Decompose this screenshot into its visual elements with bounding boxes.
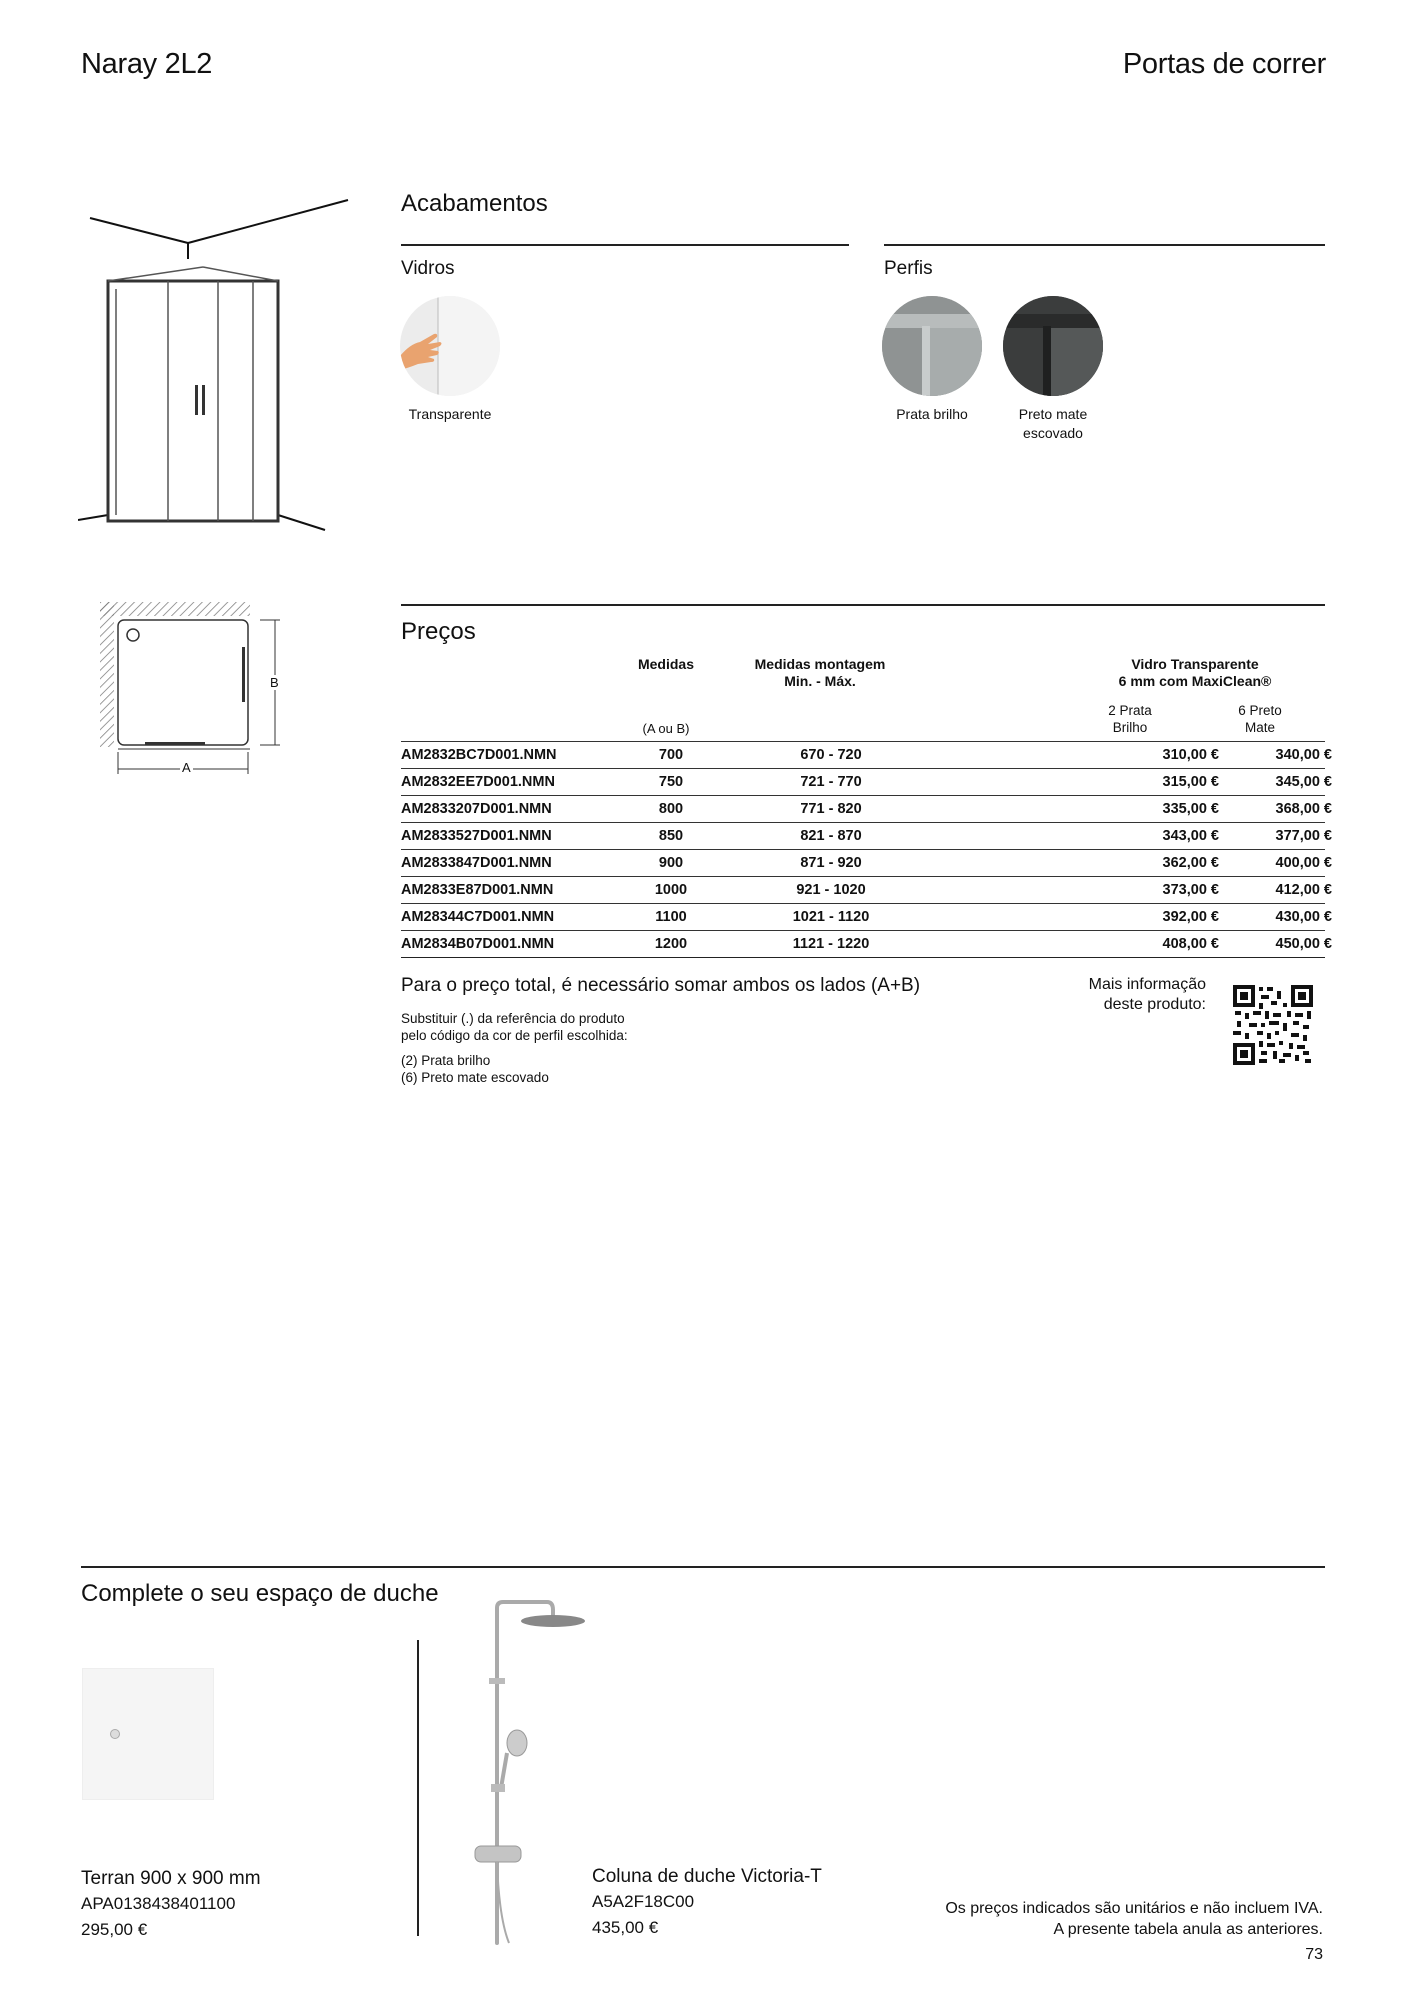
swatch-label: Preto mate escovado <box>1018 406 1088 441</box>
shower-enclosure-illustration <box>78 195 358 535</box>
product-code: A5A2F18C00 <box>592 1892 695 1911</box>
cell-medida: 850 <box>658 828 684 844</box>
drain-icon <box>110 1729 120 1739</box>
cell-price-prata: 310,00 € <box>1162 747 1219 763</box>
swatch-label: Prata brilho <box>896 406 968 422</box>
product-name: Coluna de duche Victoria-T <box>592 1866 822 1887</box>
cell-montagem: 670 - 720 <box>800 747 862 763</box>
substitute-note: Substituir (.) da referência do produto pelo código da cor de perfil escolhida: (2) Prata brilho (6) Preto mate escovado <box>401 1011 628 1085</box>
cell-montagem: 721 - 770 <box>800 774 862 790</box>
divider <box>81 1566 1325 1568</box>
table-row <box>401 876 1332 903</box>
cell-medida: 800 <box>658 801 684 817</box>
cell-price-preto: 377,00 € <box>1275 828 1332 844</box>
cell-reference: AM2833E87D001.NMN <box>401 882 554 898</box>
cell-price-preto: 368,00 € <box>1275 801 1332 817</box>
table-row <box>401 741 1332 768</box>
col-header-montagem: Medidas montagem Min. - Máx. <box>754 656 886 689</box>
cell-reference: AM2833527D001.NMN <box>401 828 552 844</box>
total-note: Para o preço total, é necessário somar ambos os lados (A+B) <box>401 975 921 996</box>
col-header-p2: 2 Prata Brilho <box>1108 703 1152 735</box>
cell-montagem: 771 - 820 <box>800 801 862 817</box>
cell-price-preto: 430,00 € <box>1275 909 1332 925</box>
cell-reference: AM2832BC7D001.NMN <box>401 747 557 763</box>
more-info-label: Mais informação deste produto: <box>1088 976 1206 1013</box>
cell-medida: 1000 <box>654 882 688 898</box>
cell-price-prata: 392,00 € <box>1162 909 1219 925</box>
black-profile-swatch <box>1003 296 1103 396</box>
page-title: Naray 2L2 <box>81 48 213 80</box>
cell-montagem: 1121 - 1220 <box>792 936 870 952</box>
cell-medida: 750 <box>658 774 684 790</box>
table-row <box>401 822 1332 849</box>
cell-price-prata: 408,00 € <box>1162 936 1219 952</box>
cell-reference: AM28344C7D001.NMN <box>401 909 555 925</box>
disclaimer: Os preços indicados são unitários e não incluem IVA. A presente tabela anula as anteriores. <box>945 1900 1323 1938</box>
silver-profile-swatch <box>882 296 982 396</box>
cell-price-preto: 400,00 € <box>1275 855 1332 871</box>
dimension-a-label: A <box>182 760 191 775</box>
section-title: Portas de correr <box>1122 48 1326 80</box>
cell-montagem: 1021 - 1120 <box>792 909 870 925</box>
divider <box>401 604 1325 606</box>
cell-reference: AM2833847D001.NMN <box>401 855 552 871</box>
cell-price-prata: 335,00 € <box>1162 801 1219 817</box>
cell-price-preto: 412,00 € <box>1275 882 1332 898</box>
col-header-medidas-sub: (A ou B) <box>642 721 690 736</box>
col-header-p6: 6 Preto Mate <box>1238 703 1282 735</box>
table-bottom-rule <box>401 957 1325 958</box>
dimension-b-label: B <box>270 675 279 690</box>
cell-montagem: 871 - 920 <box>800 855 862 871</box>
cell-price-preto: 450,00 € <box>1275 936 1332 952</box>
cell-price-prata: 315,00 € <box>1162 774 1219 790</box>
cell-montagem: 821 - 870 <box>800 828 862 844</box>
prices-title: Preços <box>401 618 476 645</box>
table-row <box>401 795 1332 822</box>
cell-price-preto: 345,00 € <box>1275 774 1332 790</box>
product-price: 295,00 € <box>81 1920 148 1939</box>
product-code: APA0138438401100 <box>81 1894 236 1913</box>
profiles-label: Perfis <box>884 258 933 279</box>
table-row <box>401 930 1332 957</box>
cell-medida: 1100 <box>655 909 687 925</box>
glass-label: Vidros <box>401 258 455 279</box>
transparent-glass-swatch <box>400 296 500 396</box>
cell-reference: AM2833207D001.NMN <box>401 801 552 817</box>
table-row <box>401 849 1332 876</box>
swatch-label: Transparente <box>408 406 492 422</box>
cell-price-prata: 362,00 € <box>1162 855 1219 871</box>
cell-price-preto: 340,00 € <box>1275 747 1332 763</box>
hand-on-glass-icon <box>400 296 500 396</box>
cell-reference: AM2832EE7D001.NMN <box>401 774 555 790</box>
divider <box>884 244 1325 246</box>
page-number: 73 <box>1305 1946 1323 1963</box>
divider <box>417 1640 419 1936</box>
cell-price-prata: 343,00 € <box>1162 828 1219 844</box>
finishes-title: Acabamentos <box>401 190 548 217</box>
cell-price-prata: 373,00 € <box>1162 882 1219 898</box>
table-row <box>401 768 1332 795</box>
product-name: Terran 900 x 900 mm <box>81 1868 261 1889</box>
floor-plan-diagram <box>100 602 290 787</box>
col-header-medidas: Medidas <box>637 656 694 672</box>
cell-medida: 1200 <box>654 936 688 952</box>
col-header-vidro: Vidro Transparente 6 mm com MaxiClean® <box>1118 656 1272 689</box>
qr-code[interactable] <box>1233 985 1313 1065</box>
cell-montagem: 921 - 1020 <box>796 882 866 898</box>
divider <box>401 244 849 246</box>
product-price: 435,00 € <box>592 1918 659 1937</box>
shower-tray-image <box>82 1668 214 1800</box>
shower-column-image <box>455 1598 605 1948</box>
complete-title: Complete o seu espaço de duche <box>81 1580 439 1607</box>
cell-medida: 700 <box>658 747 684 763</box>
cell-reference: AM2834B07D001.NMN <box>401 936 555 952</box>
cell-medida: 900 <box>658 855 684 871</box>
table-row <box>401 903 1332 930</box>
